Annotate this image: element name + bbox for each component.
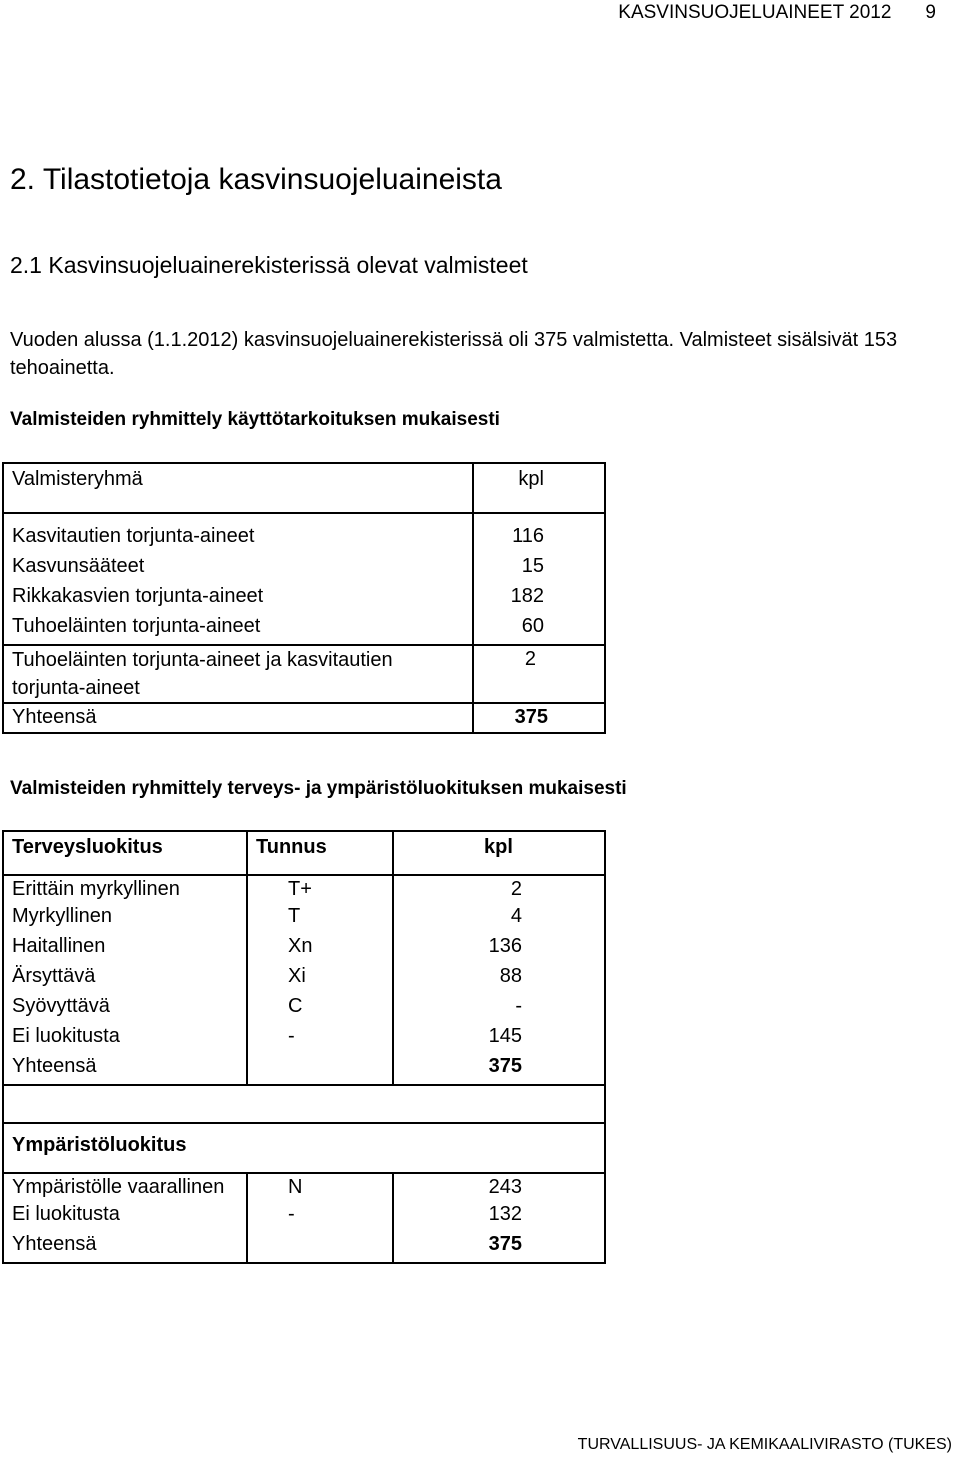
row-count: 15 — [473, 555, 605, 585]
row-label: Ärsyttävä — [3, 965, 247, 995]
row-count: 60 — [473, 615, 605, 645]
row-label: Myrkyllinen — [3, 905, 247, 935]
row-label: Kasvitautien torjunta-aineet — [3, 525, 473, 555]
section-title: 2. Tilastotietoja kasvinsuojeluaineista — [10, 163, 502, 196]
row-code: Xn — [247, 935, 393, 965]
row-count: - — [393, 995, 605, 1025]
row-code: - — [247, 1025, 393, 1055]
total-count: 375 — [393, 1233, 605, 1263]
table-row — [3, 905, 605, 935]
row-code: T — [247, 905, 393, 935]
classification-table — [2, 830, 606, 1264]
row-count: 4 — [393, 905, 605, 935]
spacer-row — [3, 1085, 605, 1123]
row-code: C — [247, 995, 393, 1025]
code-header: Tunnus — [247, 831, 393, 875]
page-footer: TURVALLISUUS- JA KEMIKAALIVIRASTO (TUKES) — [577, 1436, 952, 1453]
table-row — [3, 1173, 605, 1203]
total-count: 375 — [393, 1055, 605, 1085]
spacer-row — [3, 1161, 605, 1173]
row-count: 132 — [393, 1203, 605, 1233]
row-label: Ei luokitusta — [3, 1203, 247, 1233]
row-count: 182 — [473, 585, 605, 615]
row-label: Ympäristölle vaarallinen — [3, 1173, 247, 1203]
row-count: 116 — [473, 525, 605, 555]
row-code: - — [247, 1203, 393, 1233]
row-label: Kasvunsääteet — [3, 555, 473, 585]
total-label: Yhteensä — [3, 1055, 247, 1085]
row-count: 88 — [393, 965, 605, 995]
table-row — [3, 525, 605, 555]
row-label: Haitallinen — [3, 935, 247, 965]
row-code: Xi — [247, 965, 393, 995]
total-label: Yhteensä — [3, 703, 473, 733]
class-header: Terveysluokitus — [3, 831, 247, 875]
row-label: Syövyttävä — [3, 995, 247, 1025]
total-row — [3, 703, 605, 733]
table-row — [3, 965, 605, 995]
row-label: Erittäin myrkyllinen — [3, 875, 247, 905]
total-row — [3, 1055, 605, 1085]
table-row — [3, 555, 605, 585]
usage-group-table — [2, 462, 606, 734]
table-row — [3, 1203, 605, 1233]
row-code: T+ — [247, 875, 393, 905]
table2-caption: Valmisteiden ryhmittely terveys- ja ympäristöluokituksen mukaisesti — [10, 778, 627, 799]
row-label: Tuhoeläinten torjunta-aineet — [3, 615, 473, 645]
table-row — [3, 645, 605, 703]
env-header-row — [3, 1123, 605, 1161]
total-count: 375 — [473, 703, 605, 733]
header-title: KASVINSUOJELUAINEET 2012 — [618, 2, 892, 23]
table-row — [3, 585, 605, 615]
table-row — [3, 615, 605, 645]
row-count: 2 — [473, 645, 605, 703]
running-header — [618, 2, 936, 24]
table-row — [3, 875, 605, 905]
row-count: 136 — [393, 935, 605, 965]
table-header-row — [3, 463, 605, 513]
group-header: Valmisteryhmä — [3, 463, 473, 513]
row-count: 145 — [393, 1025, 605, 1055]
count-header: kpl — [473, 463, 605, 513]
table-row — [3, 995, 605, 1025]
row-label: Tuhoeläinten torjunta-aineet ja kasvitautien torjunta-aineet — [3, 645, 473, 703]
table1-caption: Valmisteiden ryhmittely käyttötarkoituksen mukaisesti — [10, 409, 500, 430]
intro-paragraph: Vuoden alussa (1.1.2012) kasvinsuojeluainerekisterissä oli 375 valmistetta. Valmisteet sisälsivät 153 tehoainetta. — [10, 329, 898, 379]
env-header: Ympäristöluokitus — [3, 1123, 247, 1161]
total-label: Yhteensä — [3, 1233, 247, 1263]
row-label: Rikkakasvien torjunta-aineet — [3, 585, 473, 615]
page-number: 9 — [925, 2, 936, 23]
row-label: Ei luokitusta — [3, 1025, 247, 1055]
count-header: kpl — [393, 831, 605, 875]
total-row — [3, 1233, 605, 1263]
table-row — [3, 1025, 605, 1055]
spacer-row — [3, 513, 605, 525]
table-header-row — [3, 831, 605, 875]
row-count: 2 — [393, 875, 605, 905]
table-row — [3, 935, 605, 965]
subsection-title: 2.1 Kasvinsuojeluainerekisterissä olevat valmisteet — [10, 252, 528, 278]
row-count: 243 — [393, 1173, 605, 1203]
row-code: N — [247, 1173, 393, 1203]
